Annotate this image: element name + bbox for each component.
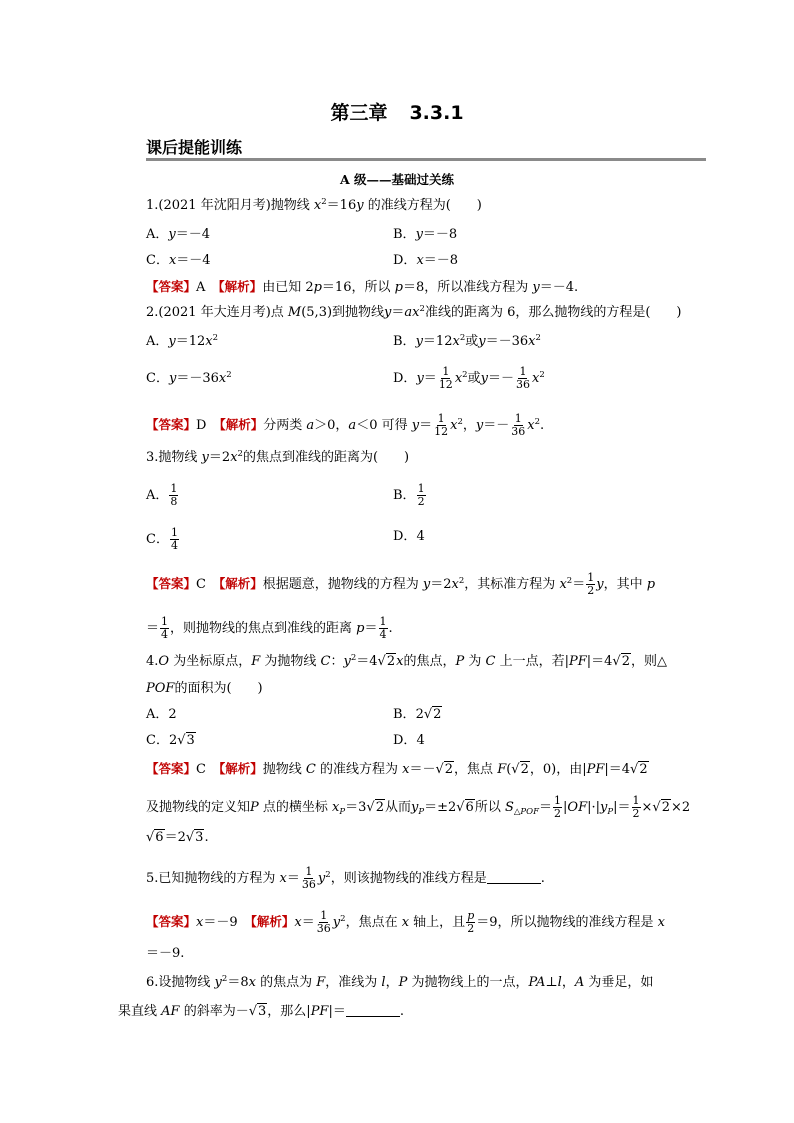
section-heading: 课后提能训练 — [146, 138, 243, 157]
q3-option-a: A． $\frac{1}{8}$ — [146, 482, 178, 508]
q4-option-b: B．2√2 — [393, 707, 442, 722]
question-2: 2.(2021 年大连月考)点 M(5,3)到抛物线$y=ax^2$准线的距离为 6，那么抛物线的方程是( ) — [146, 304, 682, 320]
q6-answer-blank[interactable] — [346, 1002, 400, 1017]
chapter-label: 第三章 — [330, 102, 388, 124]
q1-option-a: A．y＝－4 — [146, 227, 211, 242]
q4-answer-line3: √6＝2√3. — [146, 830, 209, 845]
q2-answer: 【答案】D 【解析】分两类 a＞0，a＜0 可得 y＝ $\frac{1}{12}$ $x^2$，y＝－ $\frac{1}{36}$ $x^2$. — [146, 412, 545, 438]
question-1: 1.(2021 年沈阳月考)抛物线 $x^2=16y$ 的准线方程为( ) — [146, 197, 482, 213]
q2-option-c: C．$y=-36x^2$ — [146, 370, 232, 386]
q3-option-d: D．4 — [393, 529, 425, 544]
section-rule — [146, 158, 706, 161]
question-4-line2: POF的面积为( ) — [146, 681, 263, 696]
level-heading: A 级——基础过关练 — [339, 172, 455, 187]
q3-answer-line2: ＝ $\frac{1}{4}$ ，则抛物线的焦点到准线的距离 p＝ $\frac{1}{4}$ . — [146, 615, 393, 641]
q2-option-d: D．y＝ $\frac{1}{12}$ $x^2$或y＝－ $\frac{1}{36}$ $x^2$ — [393, 365, 545, 391]
page-title — [0, 100, 794, 126]
q5-answer-line2: ＝－9. — [146, 946, 185, 961]
q2-option-b: B．$y=12x^2$或$y=-36x^2$ — [393, 333, 541, 349]
question-4-line1: 4.O 为坐标原点，F 为抛物线 C：$y^2=4√2x$的焦点，P 为 C 上一点，若|PF|＝4√2，则△ — [146, 653, 667, 669]
q1-option-d: D．x＝－8 — [393, 253, 459, 268]
q1-option-c: C．x＝－4 — [146, 253, 211, 268]
q4-answer-line2: 及抛物线的定义知P 点的横坐标 $x_P=3√2$从而$y_P=\pm 2√6$所以 $S_{\triangle POF}=$ $\frac{1}{2}$ $|OF|\cdot|y_P|=$ $\frac{1}{2}$ ×√2×2 — [146, 794, 691, 820]
q3-option-c: C． $\frac{1}{4}$ — [146, 526, 178, 552]
q1-option-b: B．y＝－8 — [393, 227, 458, 242]
q4-option-d: D．4 — [393, 733, 425, 748]
q2-option-a: A．$y=12x^2$ — [146, 333, 219, 349]
section-number: 3.3.1 — [409, 102, 464, 124]
question-6-line2: 果直线 AF 的斜率为－√3，那么|PF|＝ . — [118, 1004, 405, 1019]
question-5: 5.已知抛物线的方程为 x＝ $\frac{1}{36}$ $y^2$，则该抛物线的准线方程是 . — [146, 865, 545, 891]
q4-option-c: C．2√3 — [146, 733, 195, 748]
question-6-line1: 6.设抛物线 $y^2=8x$ 的焦点为 F，准线为 l，P 为抛物线上的一点，PA⊥l，A 为垂足，如 — [146, 974, 654, 990]
question-3: 3.抛物线 $y=2x^2$的焦点到准线的距离为( ) — [146, 449, 410, 465]
q5-answer-blank[interactable] — [487, 869, 541, 884]
q5-answer-line1: 【答案】x＝－9 【解析】x＝ $\frac{1}{36}$ $y^2$，焦点在 x 轴上，且 $\frac{p}{2}$ ＝9，所以抛物线的准线方程是 x — [146, 909, 665, 935]
q4-answer-line1: 【答案】C 【解析】抛物线 C 的准线方程为 x＝－√2，焦点 F(√2，0)，由|PF|＝4√2 — [146, 761, 648, 777]
q1-answer: 【答案】A 【解析】由已知 2p＝16，所以 p＝8，所以准线方程为 y＝－4. — [146, 279, 579, 295]
q3-option-b: B． $\frac{1}{2}$ — [393, 482, 425, 508]
q3-answer-line1: 【答案】C 【解析】根据题意，抛物线的方程为 $y=2x^2$，其标准方程为 $x^2=$ $\frac{1}{2}$ y，其中 p — [146, 571, 656, 597]
q4-option-a: A．2 — [146, 707, 177, 722]
